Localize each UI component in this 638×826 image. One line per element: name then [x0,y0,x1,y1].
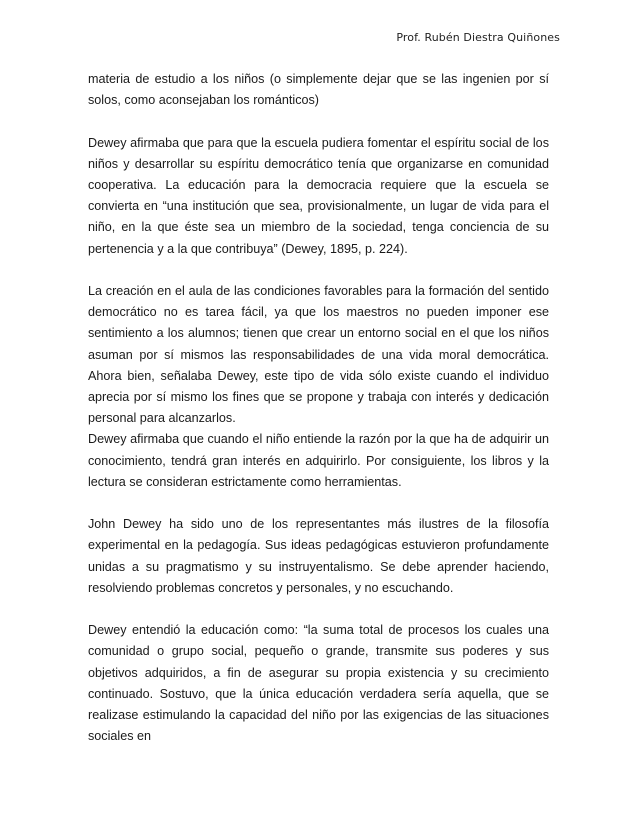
paragraph-1: materia de estudio a los niños (o simplemente dejar que se las ingenien por sí solos, como aconsejaban los románticos) [88,72,549,108]
document-body [88,69,549,747]
paragraph-6: Dewey entendió la educación como: “la suma total de procesos los cuales una comunidad o grupo social, pequeño o grande, transmite sus poderes y sus objetivos adquiridos, a fin de asegurar su propia existencia y su crecimiento continuado. Sostuvo, que la única educación verdadera sería aquella, que se realizase estimulando la capacidad del niño por las exigencias de las situaciones sociales en [88,623,549,744]
paragraph-4: Dewey afirmaba que cuando el niño entiende la razón por la que ha de adquirir un conocimiento, tendrá gran interés en adquirirlo. Por consiguiente, los libros y la lectura se consideran estrictamente como herramientas. [88,432,549,489]
paragraph-5: John Dewey ha sido uno de los representantes más ilustres de la filosofía experimental en la pedagogía. Sus ideas pedagógicas estuvieron profundamente unidas a su pragmatismo y su instruyentalismo. Se debe aprender haciendo, resolviendo problemas concretos y personales, y no escuchando. [88,517,549,595]
page-header-author: Prof. Rubén Diestra Quiñones [396,31,560,44]
paragraph-3: La creación en el aula de las condiciones favorables para la formación del sentido democrático no es tarea fácil, ya que los maestros no pueden imponer ese sentimiento a los alumnos; tienen que crear un entorno social en el que los niños asuman por sí mismos las responsabilidades de una vida moral democrática. Ahora bien, señalaba Dewey, este tipo de vida sólo existe cuando el individuo aprecia por sí mismo los fines que se propone y trabaja con interés y dedicación personal para alcanzarlos. [88,284,549,426]
paragraph-2: Dewey afirmaba que para que la escuela pudiera fomentar el espíritu social de los niños y desarrollar su espíritu democrático tenía que organizarse en comunidad cooperativa. La educación para la democracia requiere que la escuela se convierta en “una institución que sea, provisionalmente, un lugar de vida para el niño, en la que éste sea un miembro de la sociedad, tenga conciencia de su pertenencia y a la que contribuya” (Dewey, 1895, p. 224). [88,135,549,256]
